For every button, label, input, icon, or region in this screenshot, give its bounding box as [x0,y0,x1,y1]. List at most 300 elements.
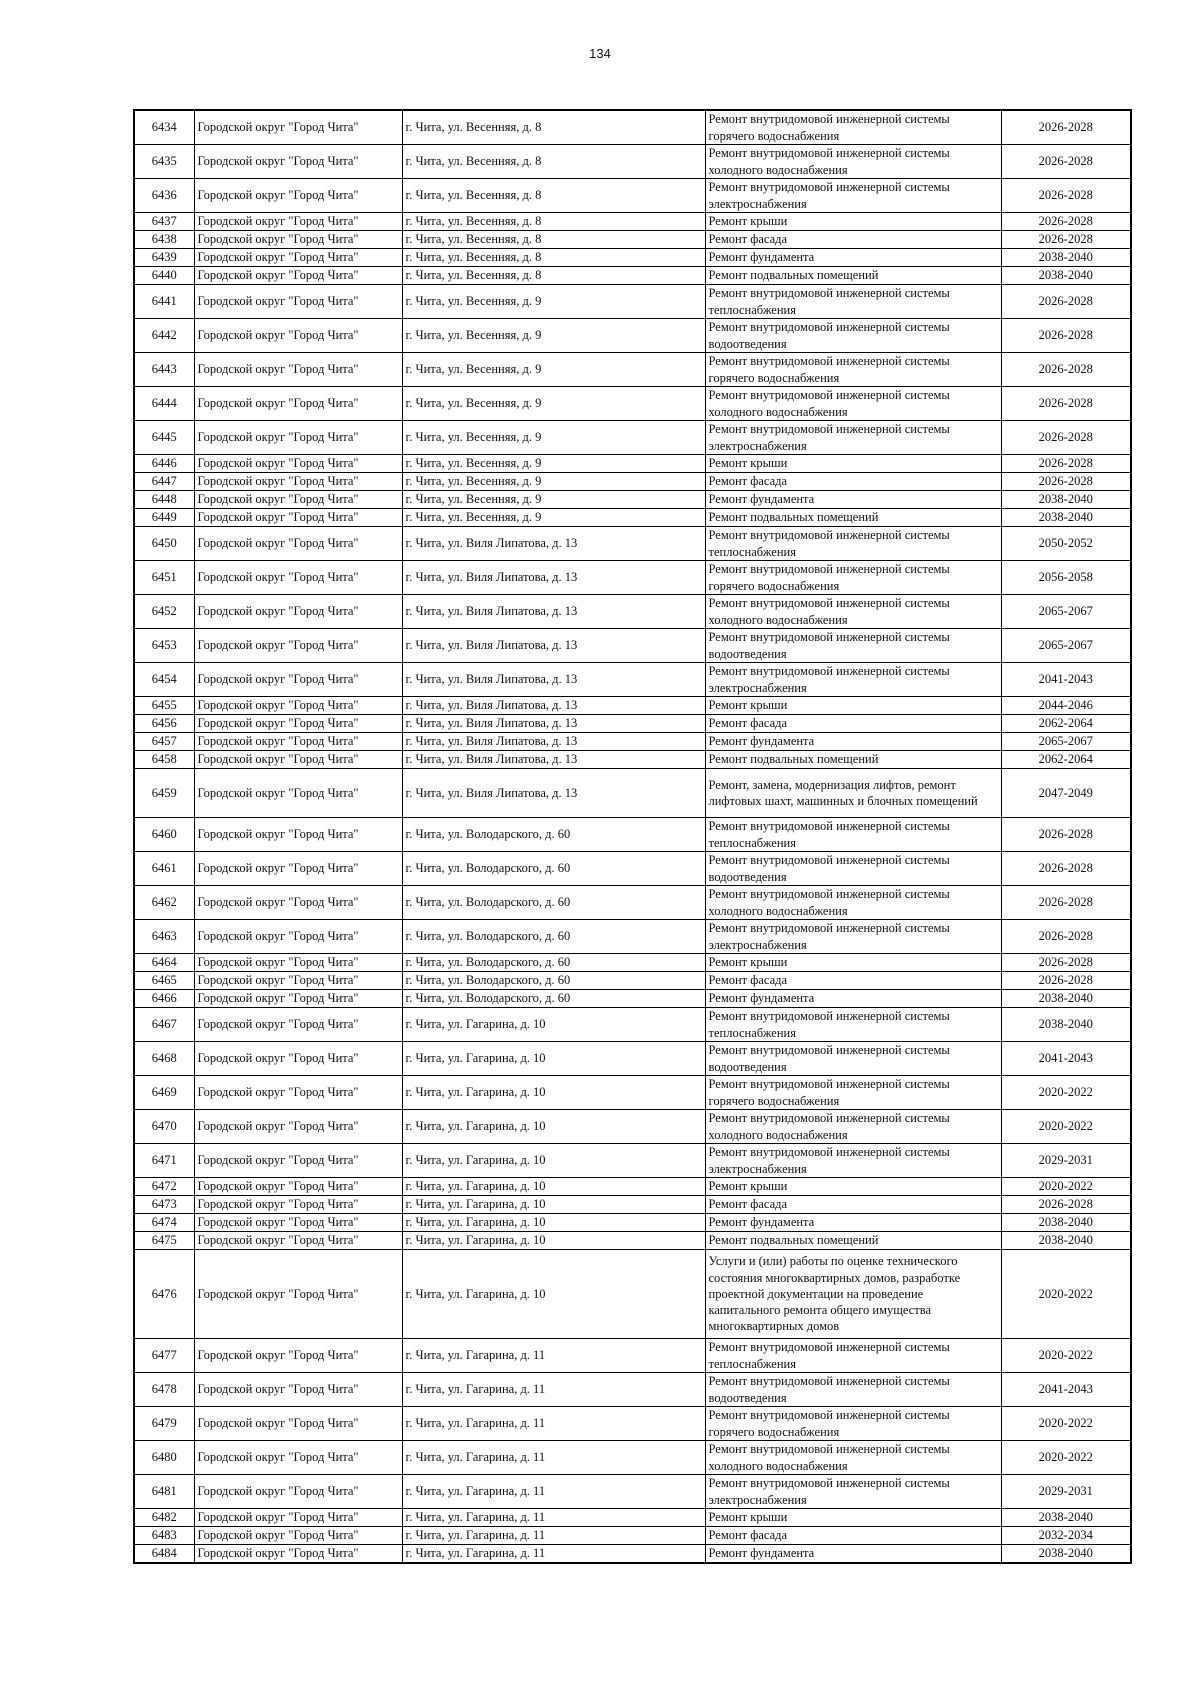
municipality-cell: Городской округ "Город Чита" [194,1373,402,1407]
address-cell: г. Чита, ул. Виля Липатова, д. 13 [402,527,705,561]
address-cell: г. Чита, ул. Гагарина, д. 11 [402,1509,705,1527]
municipality-cell: Городской округ "Город Чита" [194,1509,402,1527]
period-cell: 2065-2067 [1001,595,1131,629]
municipality-cell: Городской округ "Город Чита" [194,455,402,473]
address-cell: г. Чита, ул. Гагарина, д. 11 [402,1527,705,1545]
table-row [134,213,1131,231]
municipality-cell: Городской округ "Город Чита" [194,1250,402,1339]
work-type-cell: Ремонт крыши [705,954,1001,972]
row-number-cell: 6460 [134,818,194,852]
municipality-cell: Городской округ "Город Чита" [194,1196,402,1214]
row-number-cell: 6434 [134,110,194,145]
table-row [134,1373,1131,1407]
address-cell: г. Чита, ул. Гагарина, д. 10 [402,1144,705,1178]
address-cell: г. Чита, ул. Виля Липатова, д. 13 [402,697,705,715]
municipality-cell: Городской округ "Город Чита" [194,145,402,179]
row-number-cell: 6479 [134,1407,194,1441]
table-row [134,353,1131,387]
table-row [134,629,1131,663]
table-row [134,231,1131,249]
work-type-cell: Ремонт фасада [705,715,1001,733]
table-row [134,697,1131,715]
period-cell: 2065-2067 [1001,733,1131,751]
table-row [134,715,1131,733]
repair-schedule-table [133,109,1132,1564]
period-cell: 2038-2040 [1001,249,1131,267]
municipality-cell: Городской округ "Город Чита" [194,1339,402,1373]
table-row [134,1509,1131,1527]
row-number-cell: 6455 [134,697,194,715]
period-cell: 2026-2028 [1001,213,1131,231]
work-type-cell: Ремонт внутридомовой инженерной системы холодного водоснабжения [705,1110,1001,1144]
period-cell: 2038-2040 [1001,267,1131,285]
address-cell: г. Чита, ул. Гагарина, д. 11 [402,1373,705,1407]
table-row [134,886,1131,920]
address-cell: г. Чита, ул. Володарского, д. 60 [402,818,705,852]
address-cell: г. Чита, ул. Гагарина, д. 10 [402,1178,705,1196]
row-number-cell: 6473 [134,1196,194,1214]
table-row [134,1178,1131,1196]
address-cell: г. Чита, ул. Володарского, д. 60 [402,886,705,920]
row-number-cell: 6443 [134,353,194,387]
table-row [134,1076,1131,1110]
period-cell: 2026-2028 [1001,145,1131,179]
work-type-cell: Ремонт внутридомовой инженерной системы водоотведения [705,1042,1001,1076]
table-row [134,818,1131,852]
municipality-cell: Городской округ "Город Чита" [194,267,402,285]
period-cell: 2038-2040 [1001,990,1131,1008]
municipality-cell: Городской округ "Город Чита" [194,1214,402,1232]
municipality-cell: Городской округ "Город Чита" [194,491,402,509]
work-type-cell: Ремонт подвальных помещений [705,1232,1001,1250]
work-type-cell: Ремонт внутридомовой инженерной системы теплоснабжения [705,527,1001,561]
table-row [134,110,1131,145]
work-type-cell: Ремонт внутридомовой инженерной системы электроснабжения [705,920,1001,954]
row-number-cell: 6446 [134,455,194,473]
row-number-cell: 6477 [134,1339,194,1373]
municipality-cell: Городской округ "Город Чита" [194,1008,402,1042]
period-cell: 2026-2028 [1001,818,1131,852]
municipality-cell: Городской округ "Город Чита" [194,561,402,595]
work-type-cell: Ремонт фасада [705,231,1001,249]
table-row [134,1407,1131,1441]
row-number-cell: 6439 [134,249,194,267]
address-cell: г. Чита, ул. Гагарина, д. 10 [402,1196,705,1214]
work-type-cell: Ремонт внутридомовой инженерной системы холодного водоснабжения [705,145,1001,179]
row-number-cell: 6457 [134,733,194,751]
period-cell: 2029-2031 [1001,1144,1131,1178]
table-row [134,920,1131,954]
row-number-cell: 6484 [134,1545,194,1564]
municipality-cell: Городской округ "Город Чита" [194,1527,402,1545]
address-cell: г. Чита, ул. Виля Липатова, д. 13 [402,715,705,733]
address-cell: г. Чита, ул. Виля Липатова, д. 13 [402,769,705,818]
row-number-cell: 6461 [134,852,194,886]
municipality-cell: Городской округ "Город Чита" [194,179,402,213]
period-cell: 2026-2028 [1001,179,1131,213]
municipality-cell: Городской округ "Город Чита" [194,213,402,231]
municipality-cell: Городской округ "Город Чита" [194,920,402,954]
address-cell: г. Чита, ул. Гагарина, д. 11 [402,1441,705,1475]
address-cell: г. Чита, ул. Весенняя, д. 8 [402,231,705,249]
row-number-cell: 6444 [134,387,194,421]
work-type-cell: Ремонт внутридомовой инженерной системы холодного водоснабжения [705,1441,1001,1475]
municipality-cell: Городской округ "Город Чита" [194,972,402,990]
table-row [134,1441,1131,1475]
row-number-cell: 6465 [134,972,194,990]
table-row [134,733,1131,751]
address-cell: г. Чита, ул. Весенняя, д. 9 [402,455,705,473]
row-number-cell: 6467 [134,1008,194,1042]
work-type-cell: Ремонт крыши [705,1178,1001,1196]
work-type-cell: Ремонт фундамента [705,491,1001,509]
table-row [134,387,1131,421]
address-cell: г. Чита, ул. Весенняя, д. 9 [402,285,705,319]
row-number-cell: 6463 [134,920,194,954]
period-cell: 2026-2028 [1001,231,1131,249]
municipality-cell: Городской округ "Город Чита" [194,249,402,267]
address-cell: г. Чита, ул. Володарского, д. 60 [402,920,705,954]
work-type-cell: Ремонт фасада [705,1527,1001,1545]
row-number-cell: 6462 [134,886,194,920]
period-cell: 2041-2043 [1001,1373,1131,1407]
period-cell: 2020-2022 [1001,1076,1131,1110]
period-cell: 2041-2043 [1001,663,1131,697]
table-row [134,595,1131,629]
municipality-cell: Городской округ "Город Чита" [194,886,402,920]
row-number-cell: 6440 [134,267,194,285]
period-cell: 2041-2043 [1001,1042,1131,1076]
row-number-cell: 6475 [134,1232,194,1250]
municipality-cell: Городской округ "Город Чита" [194,1475,402,1509]
work-type-cell: Ремонт крыши [705,213,1001,231]
address-cell: г. Чита, ул. Володарского, д. 60 [402,990,705,1008]
municipality-cell: Городской округ "Город Чита" [194,285,402,319]
table-row [134,1545,1131,1564]
work-type-cell: Ремонт внутридомовой инженерной системы теплоснабжения [705,818,1001,852]
work-type-cell: Ремонт внутридомовой инженерной системы горячего водоснабжения [705,110,1001,145]
period-cell: 2038-2040 [1001,1008,1131,1042]
work-type-cell: Ремонт фундамента [705,1545,1001,1564]
address-cell: г. Чита, ул. Гагарина, д. 10 [402,1042,705,1076]
work-type-cell: Ремонт крыши [705,697,1001,715]
period-cell: 2020-2022 [1001,1339,1131,1373]
table-row [134,491,1131,509]
municipality-cell: Городской округ "Город Чита" [194,1232,402,1250]
work-type-cell: Ремонт фундамента [705,990,1001,1008]
table-row [134,1232,1131,1250]
address-cell: г. Чита, ул. Виля Липатова, д. 13 [402,663,705,697]
work-type-cell: Ремонт внутридомовой инженерной системы водоотведения [705,319,1001,353]
address-cell: г. Чита, ул. Володарского, д. 60 [402,954,705,972]
row-number-cell: 6435 [134,145,194,179]
row-number-cell: 6451 [134,561,194,595]
row-number-cell: 6469 [134,1076,194,1110]
period-cell: 2047-2049 [1001,769,1131,818]
address-cell: г. Чита, ул. Гагарина, д. 10 [402,1250,705,1339]
period-cell: 2020-2022 [1001,1178,1131,1196]
period-cell: 2020-2022 [1001,1407,1131,1441]
table-row [134,421,1131,455]
work-type-cell: Ремонт внутридомовой инженерной системы электроснабжения [705,1475,1001,1509]
row-number-cell: 6442 [134,319,194,353]
work-type-cell: Ремонт фасада [705,473,1001,491]
table-row [134,509,1131,527]
work-type-cell: Ремонт внутридомовой инженерной системы горячего водоснабжения [705,353,1001,387]
work-type-cell: Ремонт внутридомовой инженерной системы водоотведения [705,1373,1001,1407]
table-row [134,1475,1131,1509]
work-type-cell: Ремонт подвальных помещений [705,509,1001,527]
repair-schedule-body [134,110,1131,1563]
period-cell: 2038-2040 [1001,1545,1131,1564]
municipality-cell: Городской округ "Город Чита" [194,1144,402,1178]
municipality-cell: Городской округ "Город Чита" [194,353,402,387]
address-cell: г. Чита, ул. Гагарина, д. 10 [402,1008,705,1042]
period-cell: 2026-2028 [1001,455,1131,473]
period-cell: 2020-2022 [1001,1110,1131,1144]
address-cell: г. Чита, ул. Гагарина, д. 10 [402,1076,705,1110]
row-number-cell: 6480 [134,1441,194,1475]
work-type-cell: Ремонт внутридомовой инженерной системы водоотведения [705,852,1001,886]
row-number-cell: 6453 [134,629,194,663]
address-cell: г. Чита, ул. Весенняя, д. 8 [402,110,705,145]
row-number-cell: 6450 [134,527,194,561]
row-number-cell: 6468 [134,1042,194,1076]
row-number-cell: 6449 [134,509,194,527]
table-row [134,267,1131,285]
period-cell: 2044-2046 [1001,697,1131,715]
municipality-cell: Городской округ "Город Чита" [194,509,402,527]
period-cell: 2062-2064 [1001,751,1131,769]
period-cell: 2026-2028 [1001,110,1131,145]
period-cell: 2026-2028 [1001,920,1131,954]
table-row [134,473,1131,491]
period-cell: 2038-2040 [1001,491,1131,509]
table-row [134,769,1131,818]
work-type-cell: Ремонт подвальных помещений [705,751,1001,769]
work-type-cell: Ремонт внутридомовой инженерной системы холодного водоснабжения [705,886,1001,920]
table-row [134,852,1131,886]
municipality-cell: Городской округ "Город Чита" [194,1042,402,1076]
municipality-cell: Городской округ "Город Чита" [194,473,402,491]
row-number-cell: 6470 [134,1110,194,1144]
municipality-cell: Городской округ "Город Чита" [194,319,402,353]
municipality-cell: Городской округ "Город Чита" [194,663,402,697]
work-type-cell: Ремонт фундамента [705,1214,1001,1232]
period-cell: 2026-2028 [1001,353,1131,387]
address-cell: г. Чита, ул. Весенняя, д. 9 [402,387,705,421]
period-cell: 2029-2031 [1001,1475,1131,1509]
address-cell: г. Чита, ул. Весенняя, д. 9 [402,421,705,455]
row-number-cell: 6472 [134,1178,194,1196]
table-row [134,1339,1131,1373]
work-type-cell: Ремонт внутридомовой инженерной системы горячего водоснабжения [705,561,1001,595]
table-row [134,954,1131,972]
row-number-cell: 6436 [134,179,194,213]
work-type-cell: Ремонт, замена, модернизация лифтов, ремонт лифтовых шахт, машинных и блочных помещений [705,769,1001,818]
municipality-cell: Городской округ "Город Чита" [194,1076,402,1110]
period-cell: 2026-2028 [1001,1196,1131,1214]
municipality-cell: Городской округ "Город Чита" [194,954,402,972]
municipality-cell: Городской округ "Город Чита" [194,697,402,715]
address-cell: г. Чита, ул. Гагарина, д. 11 [402,1475,705,1509]
period-cell: 2038-2040 [1001,509,1131,527]
work-type-cell: Ремонт внутридомовой инженерной системы теплоснабжения [705,1339,1001,1373]
table-row [134,561,1131,595]
address-cell: г. Чита, ул. Гагарина, д. 11 [402,1407,705,1441]
row-number-cell: 6441 [134,285,194,319]
municipality-cell: Городской округ "Город Чита" [194,852,402,886]
table-row [134,1008,1131,1042]
work-type-cell: Ремонт фасада [705,972,1001,990]
work-type-cell: Ремонт внутридомовой инженерной системы электроснабжения [705,421,1001,455]
row-number-cell: 6437 [134,213,194,231]
municipality-cell: Городской округ "Город Чита" [194,231,402,249]
work-type-cell: Ремонт фасада [705,1196,1001,1214]
work-type-cell: Ремонт подвальных помещений [705,267,1001,285]
municipality-cell: Городской округ "Город Чита" [194,990,402,1008]
work-type-cell: Ремонт внутридомовой инженерной системы электроснабжения [705,179,1001,213]
address-cell: г. Чита, ул. Володарского, д. 60 [402,852,705,886]
table-row [134,972,1131,990]
period-cell: 2026-2028 [1001,421,1131,455]
address-cell: г. Чита, ул. Весенняя, д. 8 [402,179,705,213]
work-type-cell: Услуги и (или) работы по оценке технического состояния многоквартирных домов, разработке проектной документации на проведение капитального ремонта общего имущества многоквартирных домов [705,1250,1001,1339]
period-cell: 2026-2028 [1001,972,1131,990]
work-type-cell: Ремонт внутридомовой инженерной системы холодного водоснабжения [705,595,1001,629]
row-number-cell: 6471 [134,1144,194,1178]
municipality-cell: Городской округ "Город Чита" [194,1407,402,1441]
period-cell: 2026-2028 [1001,954,1131,972]
municipality-cell: Городской округ "Город Чита" [194,595,402,629]
address-cell: г. Чита, ул. Виля Липатова, д. 13 [402,733,705,751]
period-cell: 2062-2064 [1001,715,1131,733]
address-cell: г. Чита, ул. Виля Липатова, д. 13 [402,629,705,663]
municipality-cell: Городской округ "Город Чита" [194,769,402,818]
address-cell: г. Чита, ул. Виля Липатова, д. 13 [402,561,705,595]
period-cell: 2065-2067 [1001,629,1131,663]
address-cell: г. Чита, ул. Гагарина, д. 11 [402,1339,705,1373]
work-type-cell: Ремонт внутридомовой инженерной системы электроснабжения [705,1144,1001,1178]
table-row [134,663,1131,697]
row-number-cell: 6456 [134,715,194,733]
address-cell: г. Чита, ул. Весенняя, д. 9 [402,491,705,509]
work-type-cell: Ремонт фундамента [705,249,1001,267]
period-cell: 2056-2058 [1001,561,1131,595]
municipality-cell: Городской округ "Город Чита" [194,387,402,421]
address-cell: г. Чита, ул. Гагарина, д. 10 [402,1232,705,1250]
period-cell: 2020-2022 [1001,1250,1131,1339]
address-cell: г. Чита, ул. Весенняя, д. 8 [402,249,705,267]
row-number-cell: 6474 [134,1214,194,1232]
municipality-cell: Городской округ "Город Чита" [194,751,402,769]
period-cell: 2020-2022 [1001,1441,1131,1475]
period-cell: 2026-2028 [1001,285,1131,319]
address-cell: г. Чита, ул. Виля Липатова, д. 13 [402,595,705,629]
table-row [134,751,1131,769]
period-cell: 2032-2034 [1001,1527,1131,1545]
address-cell: г. Чита, ул. Весенняя, д. 8 [402,145,705,179]
work-type-cell: Ремонт внутридомовой инженерной системы горячего водоснабжения [705,1076,1001,1110]
period-cell: 2026-2028 [1001,387,1131,421]
row-number-cell: 6476 [134,1250,194,1339]
table-row [134,1042,1131,1076]
period-cell: 2038-2040 [1001,1509,1131,1527]
table-row [134,1527,1131,1545]
municipality-cell: Городской округ "Город Чита" [194,715,402,733]
row-number-cell: 6454 [134,663,194,697]
table-row [134,1144,1131,1178]
work-type-cell: Ремонт фундамента [705,733,1001,751]
address-cell: г. Чита, ул. Весенняя, д. 9 [402,353,705,387]
row-number-cell: 6458 [134,751,194,769]
period-cell: 2038-2040 [1001,1214,1131,1232]
period-cell: 2026-2028 [1001,886,1131,920]
table-row [134,285,1131,319]
work-type-cell: Ремонт внутридомовой инженерной системы водоотведения [705,629,1001,663]
municipality-cell: Городской округ "Город Чита" [194,1178,402,1196]
address-cell: г. Чита, ул. Виля Липатова, д. 13 [402,751,705,769]
address-cell: г. Чита, ул. Весенняя, д. 9 [402,319,705,353]
period-cell: 2026-2028 [1001,852,1131,886]
period-cell: 2026-2028 [1001,319,1131,353]
work-type-cell: Ремонт внутридомовой инженерной системы теплоснабжения [705,1008,1001,1042]
municipality-cell: Городской округ "Город Чита" [194,1545,402,1564]
address-cell: г. Чита, ул. Володарского, д. 60 [402,972,705,990]
table-row [134,1196,1131,1214]
address-cell: г. Чита, ул. Весенняя, д. 8 [402,267,705,285]
table-row [134,455,1131,473]
address-cell: г. Чита, ул. Весенняя, д. 8 [402,213,705,231]
municipality-cell: Городской округ "Город Чита" [194,421,402,455]
work-type-cell: Ремонт внутридомовой инженерной системы электроснабжения [705,663,1001,697]
municipality-cell: Городской округ "Город Чита" [194,629,402,663]
row-number-cell: 6445 [134,421,194,455]
row-number-cell: 6478 [134,1373,194,1407]
table-row [134,1250,1131,1339]
table-row [134,249,1131,267]
municipality-cell: Городской округ "Город Чита" [194,527,402,561]
address-cell: г. Чита, ул. Гагарина, д. 10 [402,1214,705,1232]
address-cell: г. Чита, ул. Весенняя, д. 9 [402,473,705,491]
address-cell: г. Чита, ул. Гагарина, д. 11 [402,1545,705,1564]
period-cell: 2038-2040 [1001,1232,1131,1250]
row-number-cell: 6481 [134,1475,194,1509]
work-type-cell: Ремонт внутридомовой инженерной системы горячего водоснабжения [705,1407,1001,1441]
period-cell: 2050-2052 [1001,527,1131,561]
row-number-cell: 6438 [134,231,194,249]
work-type-cell: Ремонт внутридомовой инженерной системы теплоснабжения [705,285,1001,319]
municipality-cell: Городской округ "Город Чита" [194,110,402,145]
address-cell: г. Чита, ул. Весенняя, д. 9 [402,509,705,527]
work-type-cell: Ремонт крыши [705,455,1001,473]
page-number: 134 [589,46,611,61]
municipality-cell: Городской округ "Город Чита" [194,1441,402,1475]
work-type-cell: Ремонт крыши [705,1509,1001,1527]
address-cell: г. Чита, ул. Гагарина, д. 10 [402,1110,705,1144]
row-number-cell: 6483 [134,1527,194,1545]
row-number-cell: 6466 [134,990,194,1008]
table-row [134,319,1131,353]
row-number-cell: 6482 [134,1509,194,1527]
table-row [134,527,1131,561]
table-row [134,1214,1131,1232]
work-type-cell: Ремонт внутридомовой инженерной системы холодного водоснабжения [705,387,1001,421]
municipality-cell: Городской округ "Город Чита" [194,1110,402,1144]
period-cell: 2026-2028 [1001,473,1131,491]
row-number-cell: 6448 [134,491,194,509]
table-row [134,990,1131,1008]
